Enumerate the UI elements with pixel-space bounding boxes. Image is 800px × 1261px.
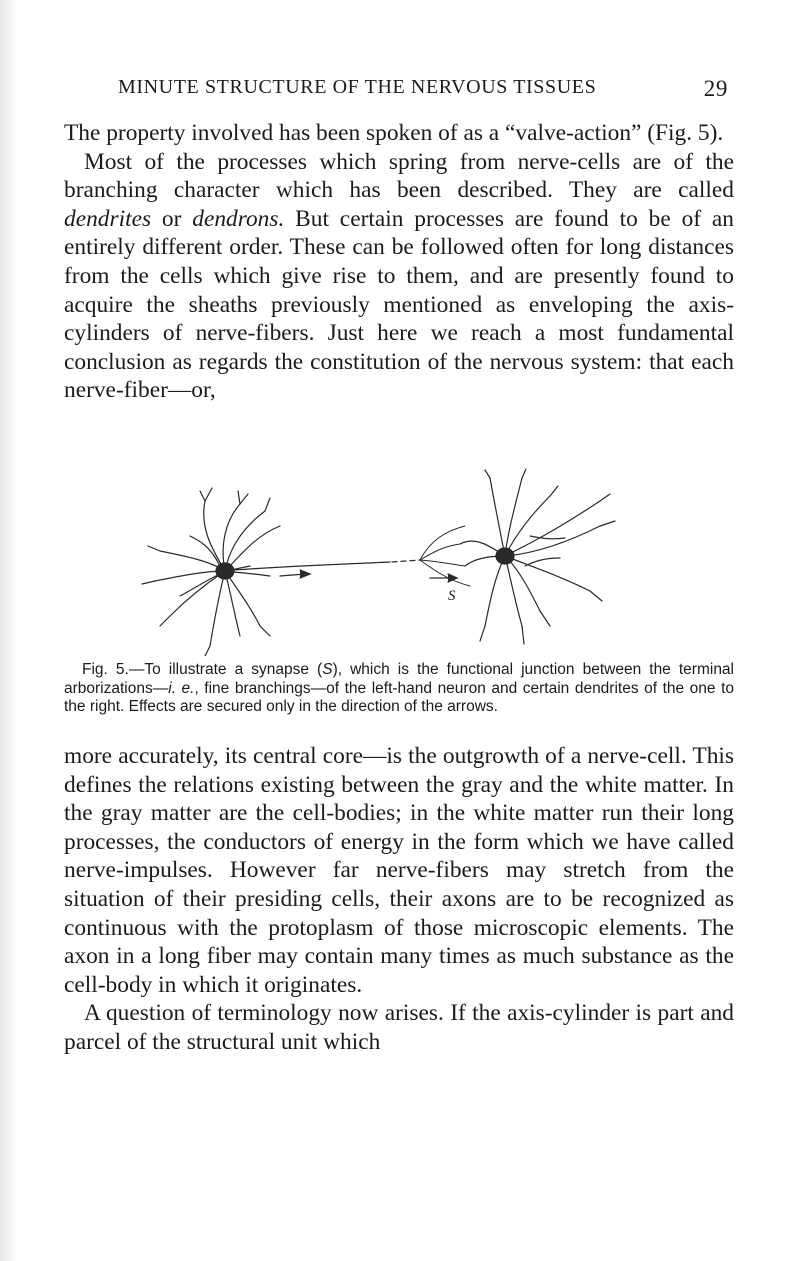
figure-caption (64, 661, 734, 717)
synapse-label-s: S (448, 588, 456, 604)
caption-figure-label: Fig. 5. (82, 661, 129, 678)
text-run: or (151, 205, 193, 232)
text-run: A question of terminology now arises. If the axis-cylinder is part and parcel of the structural unit which (64, 1000, 734, 1055)
paragraph (64, 742, 734, 999)
paragraph (64, 119, 734, 148)
text-run: ), which is the functional junction between the terminal arborizations— (64, 661, 735, 697)
italic-text: i. e. (168, 679, 195, 697)
running-head-title: MINUTE STRUCTURE OF THE NERVOUS TISSUES (118, 76, 597, 98)
text-run: Most of the processes which spring from nerve-cells are of the branching character which has been described. They are called (64, 148, 734, 204)
italic-text: S (322, 661, 333, 678)
text-run: more accurately, its central core—is the outgrowth of a nerve-cell. This defines the relations existing between the gray and the white matter. In the gray matter are the cell-bodies; in the white matter run their long processes, the conductors of energy in the form which we have called nerve-impulses. However far nerve-fibers may stretch from the situation of their presiding cells, their axons are to be recognized as continuous with the protoplasm of those microscopic elements. The axon in a long fiber may contain many times as much substance as the cell-body in which it originates. (64, 743, 734, 998)
text-run: , fine branchings—of the left-hand neuron and certain dendrites of the one to the right. Effects are secured only in the direction of the arrows. (64, 679, 734, 716)
left-neuron (142, 488, 280, 656)
paragraph (64, 999, 734, 1056)
caption-text (64, 661, 734, 715)
italic-text: dendrons. (192, 205, 285, 232)
axon (234, 560, 457, 582)
body-text-bottom (64, 742, 734, 1057)
page-number: 29 (703, 76, 728, 101)
italic-text: dendrites (64, 205, 152, 232)
synapse-illustration (130, 466, 650, 656)
text-run: The property involved has been spoken of as a “valve-action” (Fig. 5). (64, 120, 724, 146)
page-edge-shadow (0, 0, 18, 1261)
text-run: —To illustrate a synapse ( (128, 661, 323, 678)
paragraph (64, 148, 734, 405)
synapse-figure (130, 466, 650, 656)
right-neuron (460, 469, 615, 644)
terminal-arborization (420, 526, 470, 586)
body-text-top (64, 119, 734, 405)
text-run: But certain processes are found to be of an entirely different order. These can be followed often for long distances from the cells which give rise to them, and are presently found to acquire the sheaths previously mentioned as enveloping the axis-cylinders of nerve-fibers. Just here we reach a most fundamental conclusion as regards the constitution of the nervous system: that each nerve-fiber—or, (64, 205, 734, 404)
